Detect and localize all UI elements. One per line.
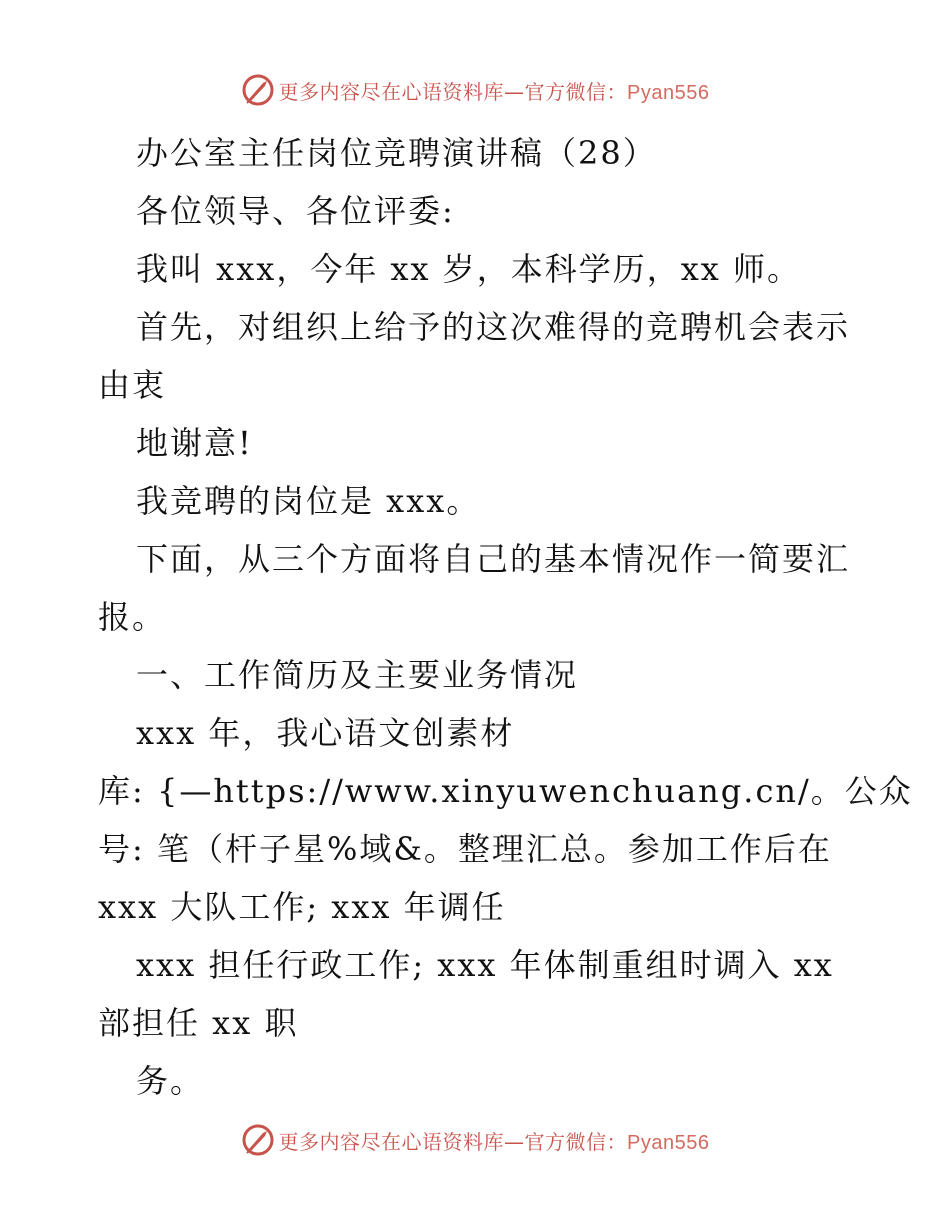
paragraph-line: 报。 (98, 598, 167, 636)
wechat-id: Pyan556 (627, 1131, 710, 1154)
paragraph-line: 我叫 xxx，今年 xx 岁，本科学历，xx 师。 (136, 250, 802, 288)
section-heading: 一、工作简历及主要业务情况 (136, 656, 579, 694)
paragraph-line: 号: 笔（杆子星%域&。整理汇总。参加工作后在 (98, 830, 832, 868)
banner-separator: — (504, 79, 525, 104)
wechat-label: 官方微信： (524, 1129, 628, 1154)
wechat-label: 官方微信： (524, 79, 628, 104)
paragraph-line: 首先，对组织上给予的这次难得的竞聘机会表示 (136, 308, 851, 346)
header-banner (0, 70, 950, 110)
paragraph-line: 地谢意! (136, 424, 253, 462)
banner-title: 更多内容尽在心语资料库 (278, 1129, 505, 1154)
paragraph-line: 库: {—https://www.xinyuwenchuang.cn/。公众 (98, 772, 913, 810)
paragraph-line: 我竞聘的岗位是 xxx。 (136, 482, 481, 520)
banner-title: 更多内容尽在心语资料库 (278, 79, 505, 104)
paragraph-line: xxx 年，我心语文创素材 (136, 714, 515, 752)
banner-separator: — (504, 1129, 525, 1154)
quill-logo-icon (241, 73, 275, 107)
wechat-id: Pyan556 (627, 81, 710, 104)
footer-banner (0, 1120, 950, 1160)
document-body (98, 124, 913, 1110)
paragraph-line: xxx 担任行政工作; xxx 年体制重组时调入 xx (136, 946, 834, 984)
paragraph-line: xxx 大队工作; xxx 年调任 (98, 888, 506, 926)
paragraph-line: 部担任 xx 职 (98, 1004, 299, 1042)
paragraph-line: 务。 (136, 1062, 205, 1100)
banner-text (279, 1126, 710, 1155)
document-title: 办公室主任岗位竞聘演讲稿（28） (136, 134, 657, 172)
paragraph-line: 下面，从三个方面将自己的基本情况作一简要汇 (136, 540, 851, 578)
salutation: 各位领导、各位评委: (136, 192, 455, 230)
banner-text (279, 76, 710, 105)
quill-logo-icon (241, 1123, 275, 1157)
paragraph-line: 由衷 (98, 366, 167, 404)
